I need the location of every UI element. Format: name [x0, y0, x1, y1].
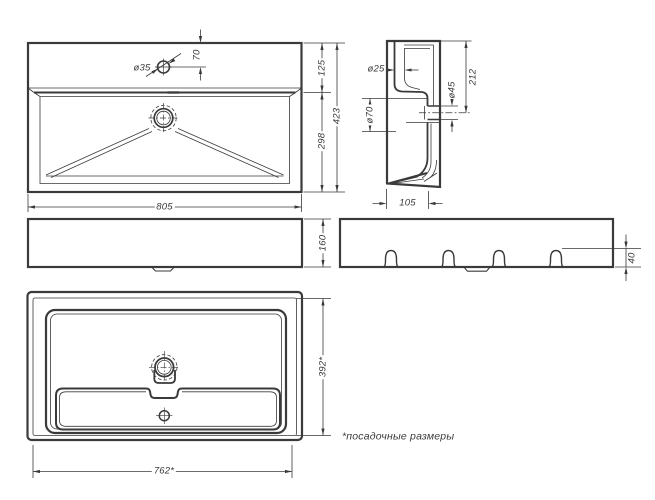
drain-symbol [149, 103, 179, 133]
dim-mounting-width: 762* [153, 465, 175, 477]
dim-outlet-dia: ø45 [446, 81, 458, 99]
dim-faucet-hole-dia: ø35 [133, 62, 151, 73]
faucet-hole-symbol [146, 54, 181, 77]
dim-overflow-dia: ø25 [367, 63, 385, 74]
dim-overall-width: 805 [156, 201, 173, 212]
dim-o45-lines [441, 99, 458, 132]
plan-view [28, 30, 345, 213]
dim-bracket-height: 40 [626, 252, 638, 263]
overflow-hole-symbol [156, 408, 173, 425]
mounting-brackets [384, 251, 563, 268]
faucet-boss-symbol [149, 351, 180, 385]
dim-bottom-depth: 105 [399, 197, 416, 208]
overflow-channel-housing [56, 389, 280, 430]
dim-basin-depth: 298 [316, 132, 328, 150]
dim-faucet-hole-offset: 70 [191, 49, 203, 61]
dim-mounting-depth: 392* [317, 356, 329, 377]
front-view [28, 219, 331, 271]
dim-front-height: 160 [317, 234, 329, 252]
bottom-view [28, 292, 332, 478]
dim-drain-axis-offset: 212 [467, 68, 479, 86]
dim-overall-depth: 423 [331, 107, 343, 125]
dim-drain-dia: ø70 [364, 106, 375, 124]
basin-hull [46, 310, 286, 433]
dim-o25-lines [388, 69, 419, 72]
dim-deck-depth: 125 [316, 59, 328, 76]
footnote-mounting-dimensions: *посадочные размеры [342, 430, 455, 442]
rear-view [340, 219, 641, 281]
